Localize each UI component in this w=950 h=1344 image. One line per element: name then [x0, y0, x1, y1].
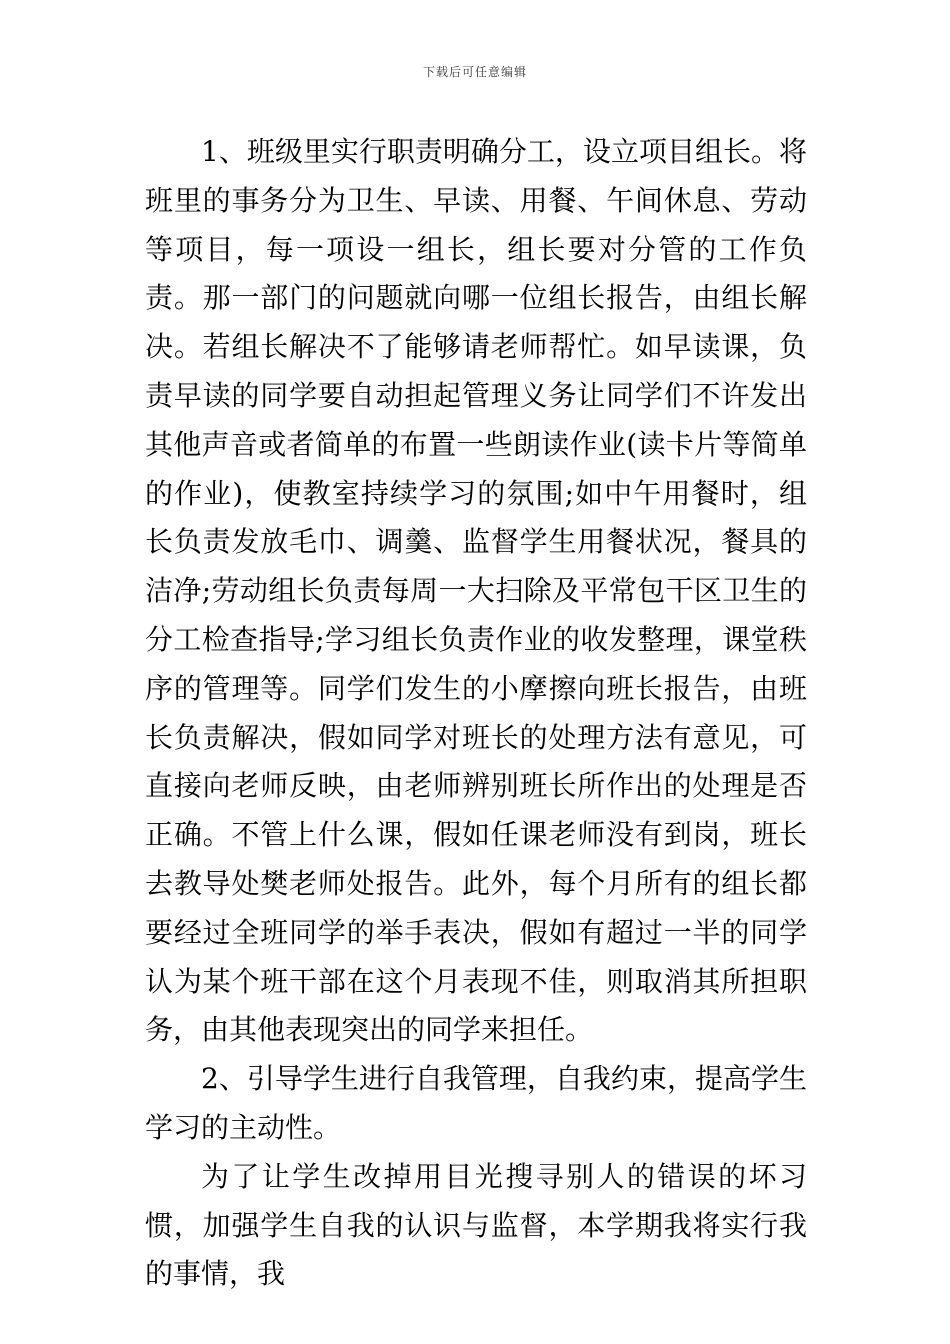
document-body — [145, 128, 807, 1299]
paragraph-2: 2、引导学生进行自我管理，自我约束，提高学生学习的主动性。 — [145, 1062, 807, 1144]
paragraph-3: 为了让学生改掉用目光搜寻别人的错误的坏习惯，加强学生自我的认识与监督，本学期我将实行我的事情，我 — [145, 1159, 807, 1291]
page-header: 下载后可任意编辑 — [422, 65, 527, 79]
paragraph-1: 1、班级里实行职责明确分工，设立项目组长。将班里的事务分为卫生、早读、用餐、午间休息、劳动等项目，每一项设一组长，组长要对分管的工作负责。那一部门的问题就向哪一位组长报告，由组长解决。若组长解决不了能够请老师帮忙。如早读课，负责早读的同学要自动担起管理义务让同学们不许发出其他声音或者简单的布置一些朗读作业(读卡片等简单的作业)，使教室持续学习的氛围;如中午用餐时，组长负责发放毛巾、调羹、监督学生用餐状况，餐具的洁净;劳动组长负责每周一大扫除及平常包干区卫生的分工检查指导;学习组长负责作业的收发整理，课堂秩序的管理等。同学们发生的小摩擦向班长报告，由班长负责解决，假如同学对班长的处理方法有意见，可直接向老师反映，由老师辨别班长所作出的处理是否正确。不管上什么课，假如任课老师没有到岗，班长去教导处樊老师处报告。此外，每个月所有的组长都要经过全班同学的举手表决，假如有超过一半的同学认为某个班干部在这个月表现不佳，则取消其所担职务，由其他表现突出的同学来担任。 — [145, 135, 807, 1047]
